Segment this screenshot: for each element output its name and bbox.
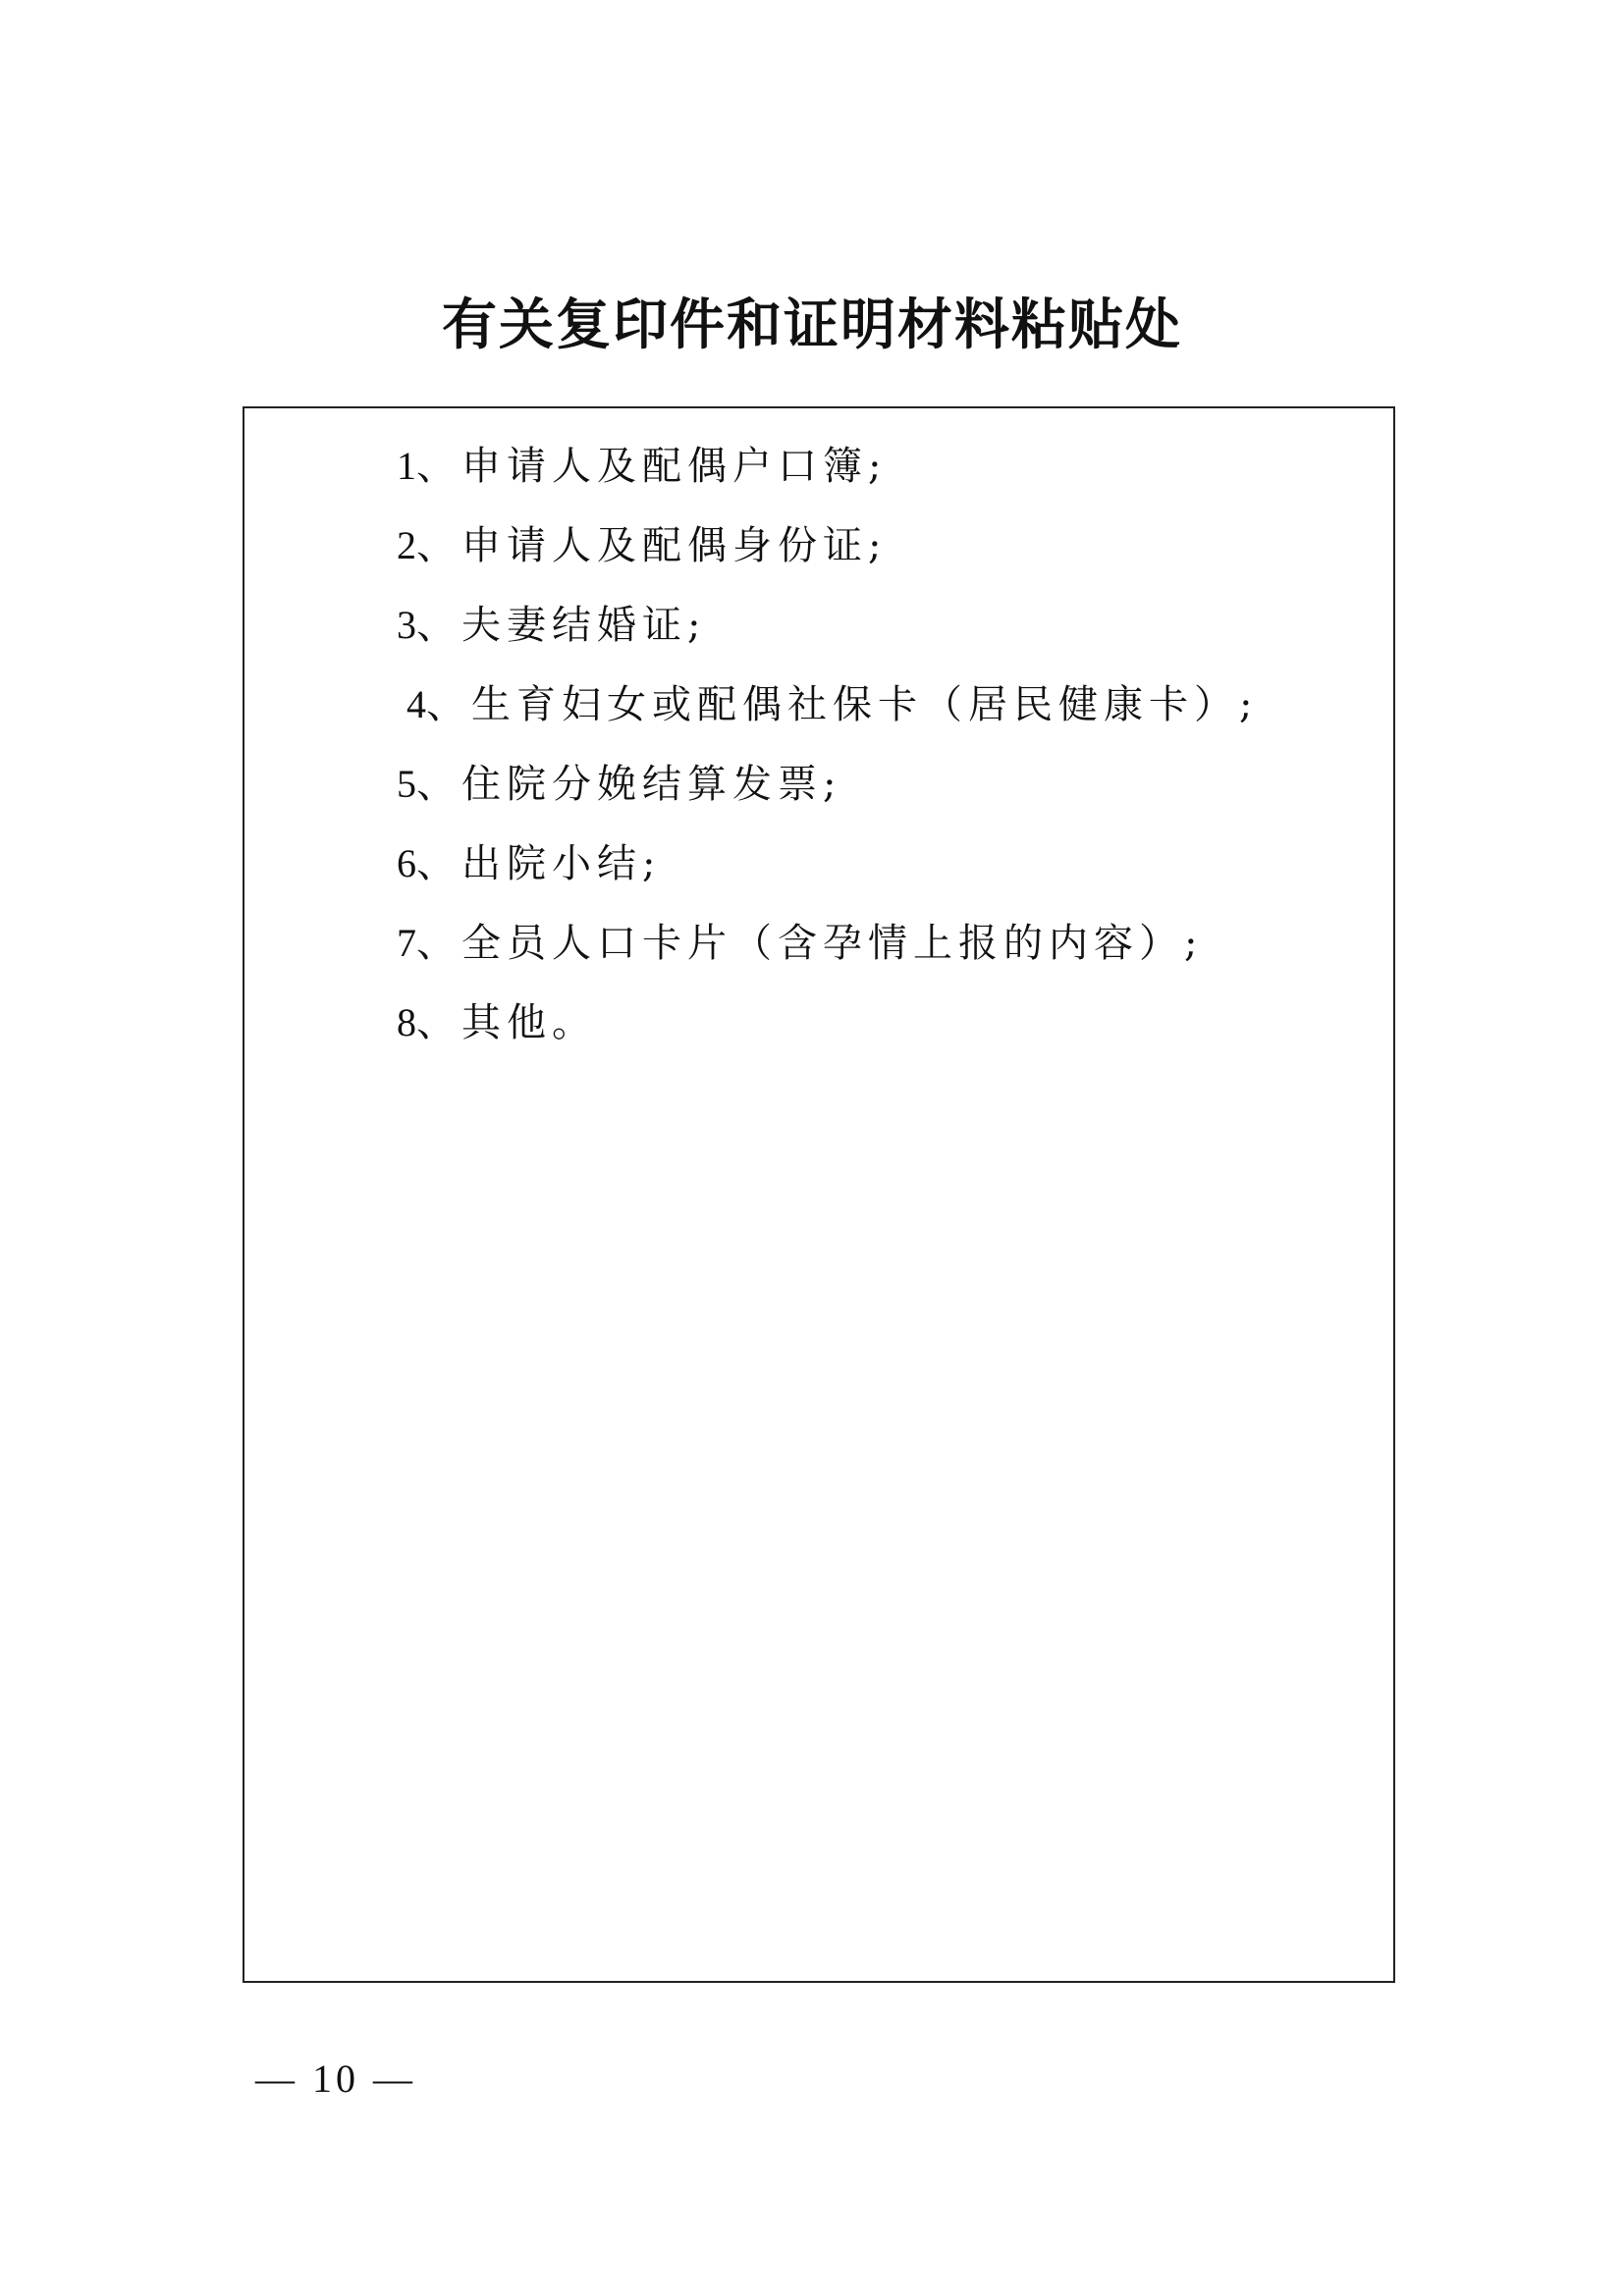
item-text: 、其他。 (416, 1000, 597, 1045)
item-text: 、申请人及配偶户口簿; (416, 444, 888, 489)
list-item (397, 665, 1258, 744)
item-number: 3 (397, 603, 416, 647)
paste-area-box (243, 406, 1395, 1983)
list-item (397, 983, 1258, 1062)
list-item (397, 585, 1258, 665)
list-item (397, 506, 1258, 585)
item-number: 8 (397, 1000, 416, 1044)
item-number: 6 (397, 841, 416, 885)
list-item (397, 426, 1258, 506)
item-text: 、夫妻结婚证; (416, 603, 707, 648)
list-item (397, 824, 1258, 903)
item-number: 2 (397, 523, 416, 567)
materials-list (397, 426, 1258, 1062)
page-number: — 10 — (255, 2056, 416, 2101)
list-item (397, 744, 1258, 824)
item-text: 、住院分娩结算发票; (416, 762, 842, 807)
item-number: 4 (406, 682, 426, 726)
item-text: 、全员人口卡片（含孕情上报的内容）; (416, 921, 1204, 966)
item-number: 1 (397, 444, 416, 488)
item-text: 、出院小结; (416, 841, 662, 886)
item-text: 、申请人及配偶身份证; (416, 523, 888, 568)
item-number: 7 (397, 921, 416, 965)
list-item (397, 903, 1258, 983)
page-title: 有关复印件和证明材料粘贴处 (442, 294, 1182, 357)
item-text: 、生育妇女或配偶社保卡（居民健康卡）; (426, 682, 1259, 727)
item-number: 5 (397, 762, 416, 806)
